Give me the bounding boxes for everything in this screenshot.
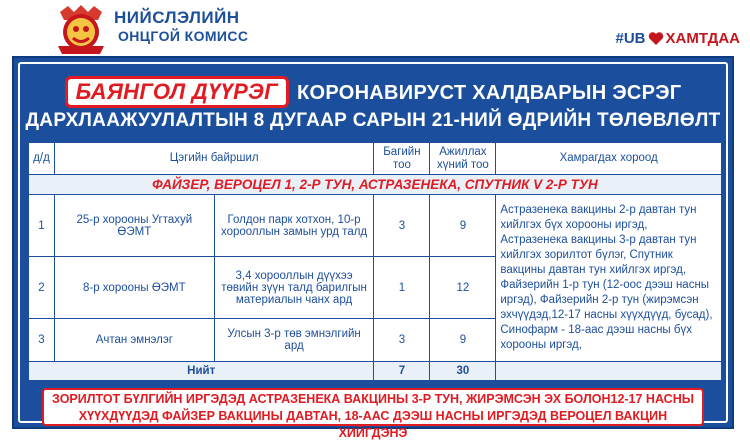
note-line1: ЗОРИЛТОТ БҮЛГИЙН ИРГЭДЭД АСТРАЗЕНЕКА ВАКЦИНЫ 3-Р ТУН, ЖИРЭМСЭН ЭХ БОЛОН12-17 НАСНЫ [52, 392, 694, 406]
heart-icon [648, 31, 664, 46]
row-staff: 12 [430, 257, 496, 319]
vaccine-types: ФАЙЗЕР, ВЕРОЦЕЛ 1, 2-Р ТУН, АСТРАЗЕНЕКА, СПУТНИК V 2-Р ТУН [29, 175, 722, 195]
total-staff: 30 [430, 362, 496, 381]
row-no: 2 [29, 257, 55, 319]
row-place: Ачтан эмнэлэг [54, 319, 214, 362]
title-line1 [14, 76, 732, 108]
hashtag-part2: ХАМТДАА [665, 30, 740, 47]
vaccination-plan-table [28, 142, 722, 381]
org-name [114, 8, 248, 46]
row-detail: 3,4 хорооллын дүүхээ төвийн зүүн талд барилгын материалын чанх ард [214, 257, 374, 319]
title-line2: ДАРХЛААЖУУЛАЛТЫН 8 ДУГААР САРЫН 21-НИЙ ӨДРИЙН ТӨЛӨВЛӨЛТ [25, 110, 721, 131]
header-staff: Ажиллах хүний тоо [430, 143, 496, 175]
hashtag-part1: #UB [615, 30, 646, 47]
row-detail: Улсын 3-р төв эмнэлгийн ард [214, 319, 374, 362]
row-detail: Голдон парк хотхон, 10-р хорооллын замын урд талд [214, 195, 374, 257]
header-coverage: Хамрагдах хороод [496, 143, 722, 175]
total-teams: 7 [374, 362, 430, 381]
row-place: 8-р хорооны ӨЭМТ [54, 257, 214, 319]
hashtag [616, 30, 741, 47]
row-teams: 3 [374, 319, 430, 362]
header-teams: Багийн тоо [374, 143, 430, 175]
district-badge: БАЯНГОЛ ДҮҮРЭГ [65, 76, 289, 108]
content-board [12, 56, 734, 440]
row-teams: 3 [374, 195, 430, 257]
total-label: Нийт [29, 362, 374, 381]
row-no: 1 [29, 195, 55, 257]
note-line2: ХҮҮХДҮҮДЭД ФАЙЗЕР ВАКЦИНЫ ДАВТАН, 18-ААС ДЭЭШ НАСНЫ ИРГЭДЭД ВЕРОЦЕЛ ВАКЦИН ХИЙГДЭНЭ [78, 409, 668, 440]
total-row [29, 362, 722, 381]
header-location: Цэгийн байршил [54, 143, 373, 175]
emblem-icon [52, 2, 110, 56]
table-row [29, 195, 722, 257]
row-no: 3 [29, 319, 55, 362]
org-line2: ОНЦГОЙ КОМИСС [118, 28, 249, 44]
header [0, 0, 750, 56]
coverage-cell: Астразенека вакцины 2-р давтан тун хийлгэх бүх хорооны иргэд, Астразенека вакцины 3-р давтан тун хийлгэх зорилтот бүлэг, Спутник вакцины давтан тун хийлгэх иргэд, Файзерийн 1-р тун (12-оос дээш насны иргэд), Файзерийн 2-р тун (жирэмсэн эхчүүдэд,12-17 насны хүүхдүүд, бусад), Синофарм - 18-аас дээш насны бүх хорооны иргэд, [496, 195, 722, 362]
note-box [42, 388, 704, 440]
total-empty [496, 362, 722, 381]
org-line1: НИЙСЛЭЛИЙН [114, 8, 240, 27]
row-staff: 9 [430, 319, 496, 362]
row-place: 25-р хорооны Угтахуй ӨЭМТ [54, 195, 214, 257]
title-text1: КОРОНАВИРУСТ ХАЛДВАРЫН ЭСРЭГ [296, 82, 682, 104]
header-no: д/д [29, 143, 55, 175]
row-staff: 9 [430, 195, 496, 257]
row-teams: 1 [374, 257, 430, 319]
